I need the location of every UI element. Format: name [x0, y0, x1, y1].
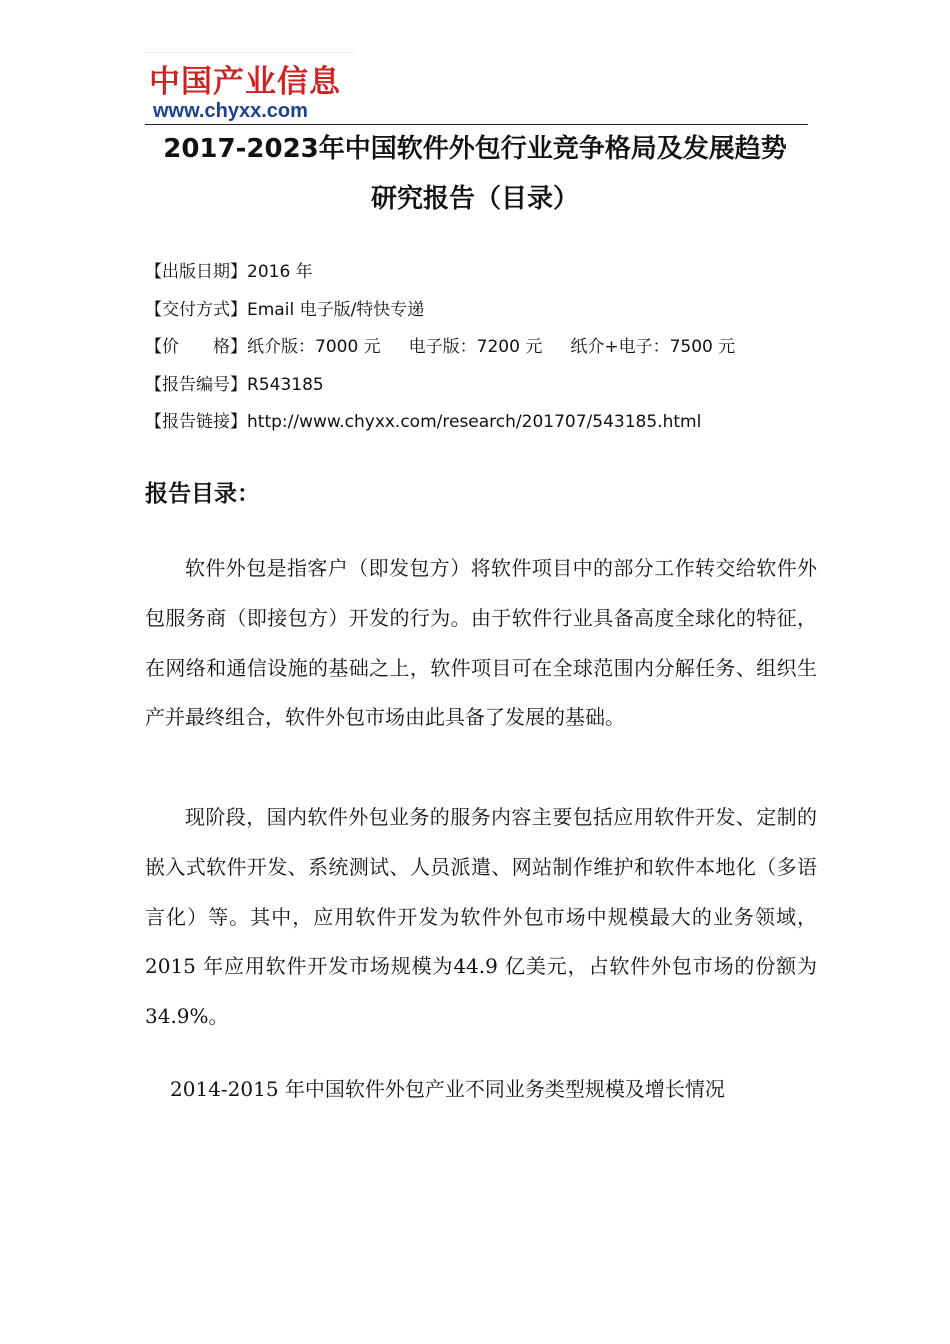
- meta-delivery: [145, 292, 825, 330]
- meta-report-id-value: R543185: [247, 374, 324, 395]
- meta-publish-date: [145, 254, 825, 292]
- meta-price-paper: 纸介版：7000 元: [247, 337, 381, 357]
- body-paragraph-1: 软件外包是指客户（即发包方）将软件项目中的部分工作转交给软件外包服务商（即接包方）开发的行为。由于软件行业具备高度全球化的特征，在网络和通信设施的基础之上，软件项目可在全球范围内分解任务、组织生产并最终组合，软件外包市场由此具备了发展的基础。: [145, 556, 817, 730]
- report-title-line-1: 2017-2023年中国软件外包行业竞争格局及发展趋势: [163, 134, 787, 164]
- logo-url-text: www.chyxx.com: [153, 100, 308, 122]
- meta-price: [145, 329, 825, 367]
- body-paragraph-2: 现阶段，国内软件外包业务的服务内容主要包括应用软件开发、定制的嵌入式软件开发、系统测试、人员派遣、网站制作维护和软件本地化（多语言化）等。其中，应用软件开发为软件外包市场中规模最大的业务领域，2015 年应用软件开发市场规模为44.9 亿美元，占软件外包市场的份额为34.9%。: [145, 805, 817, 1029]
- meta-price-label: 【价 格】: [145, 337, 247, 357]
- meta-publish-date-value: 2016 年: [247, 262, 313, 282]
- logo-cn-text: 中国产业信息: [149, 64, 341, 100]
- meta-delivery-value: Email 电子版/特快专递: [247, 299, 425, 320]
- section-heading-toc: 报告目录：: [145, 481, 260, 507]
- report-metadata: [145, 254, 825, 442]
- meta-publish-date-label: 【出版日期】: [145, 262, 247, 282]
- company-logo: [145, 52, 355, 125]
- meta-report-link-value[interactable]: http://www.chyxx.com/research/201707/543185.html: [247, 412, 702, 432]
- meta-report-id: [145, 367, 825, 405]
- report-title: [140, 124, 810, 224]
- figure-caption: 2014-2015 年中国软件外包产业不同业务类型规模及增长情况: [170, 1077, 725, 1101]
- meta-price-electronic: 电子版：7200 元: [408, 337, 543, 357]
- meta-delivery-label: 【交付方式】: [145, 299, 247, 320]
- meta-report-id-label: 【报告编号】: [145, 374, 247, 395]
- meta-report-link: [145, 404, 825, 442]
- meta-report-link-label: 【报告链接】: [145, 412, 247, 432]
- meta-price-combo: 纸介+电子：7500 元: [570, 337, 736, 357]
- report-title-line-2: 研究报告（目录）: [370, 184, 579, 214]
